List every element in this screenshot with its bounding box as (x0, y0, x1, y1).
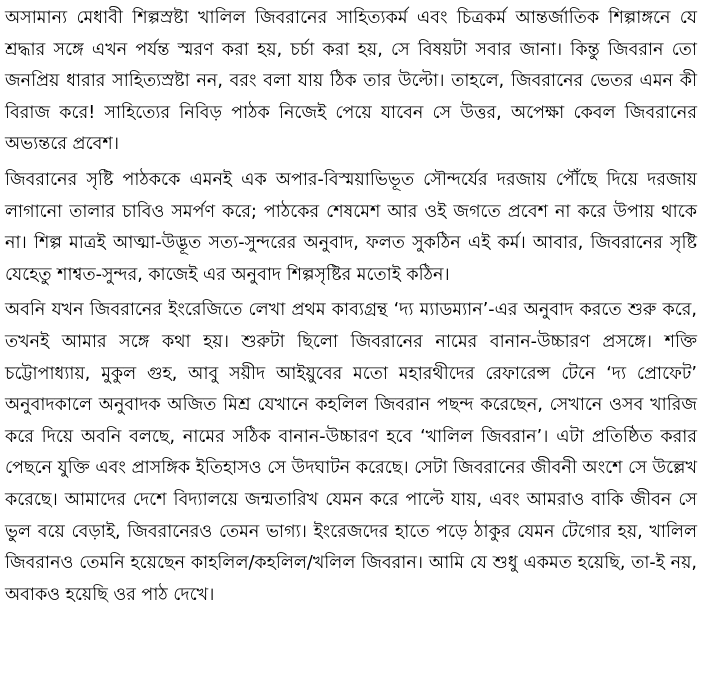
paragraph-3: অবনি যখন জিবরানের ইংরেজিতে লেখা প্রথম কাব্যগ্রন্থ ‘দ্য ম্যাডম্যান’-এর অনুবাদ করতে শুরু করে, তখনই আমার সঙ্গে কথা হয়। শুরুটা ছিলো জিবরানের নামের বানান-উচ্চারণ প্রসঙ্গে। শক্তি চট্টোপাধ্যায়, মুকুল গুহ, আবু সয়ীদ আইয়ুবের মতো মহারথীদের রেফারেন্স টেনে ‘দ্য প্রোফেট’ অনুবাদকালে অনুবাদক অজিত মিশ্র যেখানে কহলিল জিবরান পছন্দ করেছেন, সেখানে ওসব খারিজ করে দিয়ে অবনি বলছে, নামের সঠিক বানান-উচ্চারণ হবে ‘খালিল জিবরান’। এটা প্রতিষ্ঠিত করার পেছনে যুক্তি এবং প্রাসঙ্গিক ইতিহাসও সে উদঘাটন করেছে। সেটা জিবরানের জীবনী অংশে সে উল্লেখ করেছে। আমাদের দেশে বিদ্যালয়ে জন্মতারিখ যেমন করে পাল্টে যায়, এবং আমরাও বাকি জীবন সে ভুল বয়ে বেড়াই, জিবরানেরও তেমন ভাগ্য। ইংরেজদের হাতে পড়ে ঠাকুর যেমন টেগোর হয়, খালিল জিবরানও তেমনি হয়েছেন কাহলিল/কহলিল/খলিল জিবরান। আমি যে শুধু একমত হয়েছি, তা-ই নয়, অবাকও হয়েছি ওর পাঠ দেখে। (5, 300, 697, 605)
paragraph-2: জিবরানের সৃষ্টি পাঠককে এমনই এক অপার-বিস্ময়াভিভূত সৌন্দর্যের দরজায় পৌঁছে দিয়ে দরজায় লাগানো তালার চাবিও সমর্পণ করে; পাঠকের শেষমেশ আর ওই জগতে প্রবেশ না করে উপায় থাকে না। শিল্প মাত্রই আত্মা-উদ্ভূত সত্য-সুন্দরের অনুবাদ, ফলত সুকঠিন এই কর্ম। আবার, জিবরানের সৃষ্টি যেহেতু শাশ্বত-সুন্দর, কাজেই এর অনুবাদ শিল্পসৃষ্টির মতোই কঠিন। (5, 169, 697, 285)
paragraph-1: অসামান্য মেধাবী শিল্পস্রষ্টা খালিল জিবরানের সাহিত্যকর্ম এবং চিত্রকর্ম আন্তর্জাতিক শিল্পাঙ্গনে যে শ্রদ্ধার সঙ্গে এখন পর্যন্ত স্মরণ করা হয়, চর্চা করা হয়, সে বিষয়টা সবার জানা। কিন্তু জিবরান তো জনপ্রিয় ধারার সাহিত্যস্রষ্টা নন, বরং বলা যায় ঠিক তার উল্টো। তাহলে, জিবরানের ভেতর এমন কী বিরাজ করে! সাহিত্যের নিবিড় পাঠক নিজেই পেয়ে যাবেন সে উত্তর, অপেক্ষা কেবল জিবরানের অভ্যন্তরে প্রবেশ। (5, 8, 697, 155)
